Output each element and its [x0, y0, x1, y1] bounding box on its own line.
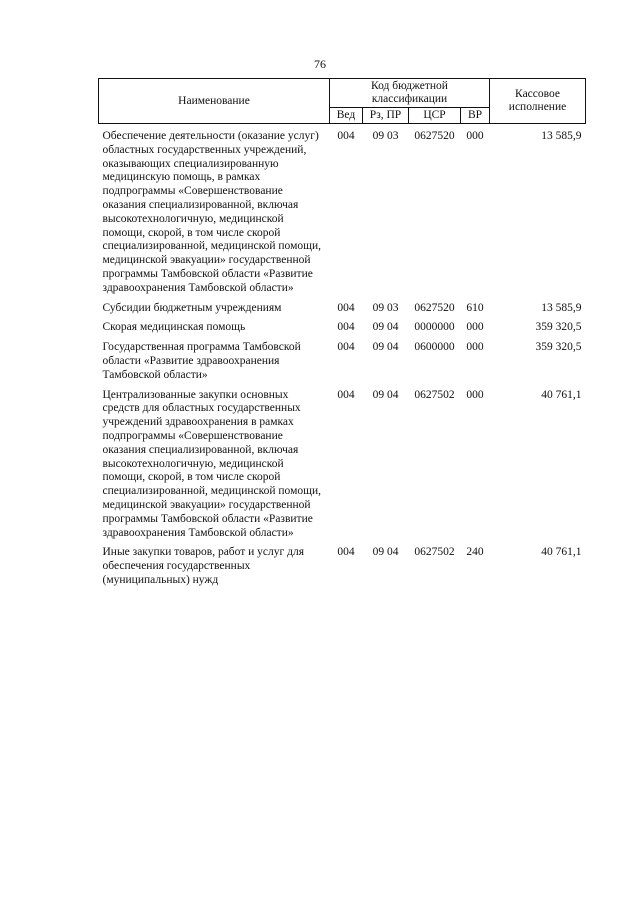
row-name: Скорая медицинская помощь: [102, 321, 246, 334]
table-row: [99, 124, 586, 299]
row-ved: 004: [337, 301, 355, 314]
row-csr: 0627502: [414, 388, 455, 401]
row-csr: 0627520: [414, 130, 455, 142]
row-amount: 359 320,5: [535, 341, 582, 354]
row-amount: 40 761,1: [541, 546, 582, 559]
row-rz-pr: 09 04: [372, 546, 399, 559]
row-vr: 000: [466, 321, 484, 334]
table-row: [99, 386, 586, 544]
header-rz-pr: Рз, ПР: [363, 108, 409, 124]
row-csr: 0000000: [414, 321, 455, 334]
table-header: [99, 79, 586, 124]
row-name: Государственная программа Тамбовской области «Развитие здравоохранения Тамбовской области»: [102, 341, 301, 381]
row-ved: 004: [337, 341, 355, 354]
header-name: Наименование: [99, 79, 330, 124]
row-name: Централизованные закупки основных средств для областных государственных учреждений здравоохранения в рамках подпрограммы «Совершенствование оказания специализированной, включая высокотехнологичную, медицинской помощи, скорой, в том числе скорой специализированной, медицинской помощи, медицинской эвакуации» государственной программы Тамбовской области «Развитие здравоохранения Тамбовской области»: [102, 388, 321, 539]
page-number: 76: [314, 57, 326, 71]
row-vr: 240: [466, 546, 484, 559]
row-vr: 610: [466, 301, 484, 314]
row-amount: 13 585,9: [541, 301, 582, 314]
table-row: [99, 318, 586, 338]
table-row: [99, 543, 586, 590]
table-row: [99, 299, 586, 319]
row-amount: 13 585,9: [541, 130, 582, 142]
header-csr: ЦСР: [409, 108, 461, 124]
header-amount: Кассовое исполнение: [490, 79, 586, 124]
header-ved: Вед: [330, 108, 363, 124]
row-name: Обеспечение деятельности (оказание услуг) областных государственных учреждений, оказывающих специализированную медицинскую помощь, в рамках подпрограммы «Совершенствование оказания специализированной, включая высокотехнологичную, медицинской помощи, скорой, в том числе скорой специализированной, медицинской помощи, медицинской эвакуации» государственной программы Тамбовской области «Развитие здравоохранения Тамбовской области»: [102, 130, 321, 294]
row-amount: 359 320,5: [535, 321, 582, 334]
row-rz-pr: 09 04: [372, 388, 399, 401]
row-csr: 0627502: [414, 546, 455, 559]
row-rz-pr: 09 04: [372, 321, 399, 334]
row-amount: 40 761,1: [541, 388, 582, 401]
header-vr: ВР: [461, 108, 490, 124]
row-vr: 000: [466, 130, 484, 142]
row-name: Иные закупки товаров, работ и услуг для обеспечения государственных (муниципальных) нужд: [102, 546, 304, 586]
table-row: [99, 338, 586, 385]
row-name: Субсидии бюджетным учреждениям: [102, 301, 282, 314]
row-ved: 004: [337, 388, 355, 401]
row-ved: 004: [337, 546, 355, 559]
row-vr: 000: [466, 341, 484, 354]
budget-table: [98, 78, 586, 591]
row-ved: 004: [337, 321, 355, 334]
row-ved: 004: [337, 130, 355, 142]
row-rz-pr: 09 04: [372, 341, 399, 354]
row-vr: 000: [466, 388, 484, 401]
header-code-group: Код бюджетной классификации: [330, 79, 490, 108]
row-csr: 0627520: [414, 301, 455, 314]
row-rz-pr: 09 03: [372, 130, 399, 142]
row-rz-pr: 09 03: [372, 301, 399, 314]
row-csr: 0600000: [414, 341, 455, 354]
